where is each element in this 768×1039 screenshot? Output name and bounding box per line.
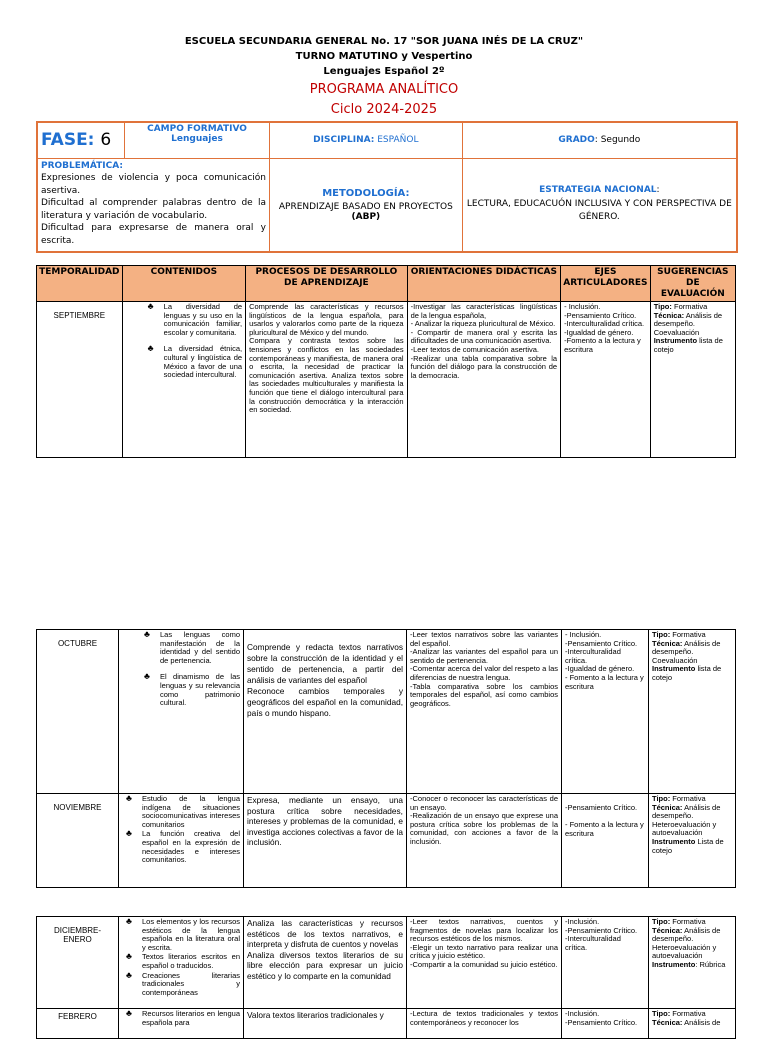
table-row [37, 630, 736, 794]
ejes-cell: -Inclusión. -Pensamiento Crítico. -Interculturalidad crítica. [562, 917, 649, 1009]
evaluacion-cell: Tipo: Formativa Técnica: Análisis de desempeño. Heteroevaluación y autoevaluación Instrumento: Rúbrica [649, 917, 736, 1009]
month-cell: SEPTIEMBRE [37, 302, 123, 458]
ejes-cell: -Inclusión. -Pensamiento Crítico. [562, 1009, 649, 1039]
program-table-1 [36, 265, 736, 458]
evaluacion-cell: Tipo: Formativa Técnica: Análisis de desempeño. Heteroevaluación y autoevaluación Instrumento Lista de cotejo [649, 794, 736, 888]
table-row [37, 917, 736, 1009]
month-cell: DICIEMBRE-ENERO [37, 917, 119, 1009]
evaluacion-cell: Tipo: Formativa Técnica: Análisis de desempeño. Coevaluación Instrumento lista de cotejo [649, 630, 736, 794]
ejes-cell: -Pensamiento Crítico. - Fomento a la lectura y escritura [562, 794, 649, 888]
orientaciones-cell: -Lectura de textos tradicionales y textos contemporáneos y reconocer los [407, 1009, 562, 1039]
contenidos-cell: ♣ Estudio de la lengua indígena de situaciones sociocomunicativas intereses comunitarios ♣ La función creativa del español en la expresión de necesidades e intereses comunitarios. [119, 794, 244, 888]
problematica-cell: PROBLEMÁTICA: Expresiones de violencia y poca comunicación asertiva. Dificultad al comprender palabras dentro de la literatura y variación de vocabulario. Dificultad para expresarse de manera oral y escrita. [37, 158, 270, 252]
col-contenidos: CONTENIDOS [122, 266, 245, 302]
procesos-cell: Comprende las características y recursos lingüísticos de la lengua española, para usarlos y valorarlos como parte de la riqueza pluricultural de México y del mundo. Compara y contrasta textos sobre las tensiones y conflictos en las sociedades contemporáneas y manifiesta, de manera oral o escrita, la necesidad de practicar la comunicación asertiva. Analiza textos sobre las sociedades multiculturales y manifiesta la función que tiene el diálogo intercultural para la construcción democrática y la interacción en sociedad. [246, 302, 408, 458]
info-table [36, 121, 738, 253]
grado-cell: GRADO: Segundo [462, 122, 737, 158]
table-row [37, 794, 736, 888]
col-sugerencias: SUGERENCIAS DE EVALUACIÓN [650, 266, 735, 302]
month-cell: FEBRERO [37, 1009, 119, 1039]
program-title: PROGRAMA ANALÍTICO [309, 82, 459, 97]
problematica-text: Expresiones de violencia y poca comunicación asertiva. Dificultad al comprender palabras dentro de la literatura y variación de vocabulario. Dificultad para expresarse de manera oral y escrita. [41, 173, 266, 246]
contenidos-cell: ♣ Los elementos y los recursos estéticos de la lengua española en la literatura oral y escrita. ♣ Textos literarios escritos en español o traducidos. ♣ Creaciones literarias tradicionales y contemporáneas [119, 917, 244, 1009]
evaluacion-cell: Tipo: Formativa Técnica: Análisis de desempeño. Coevaluación Instrumento lista de cotejo [650, 302, 735, 458]
procesos-cell: Comprende y redacta textos narrativos sobre la construcción de la identidad y el sentido de pertenencia, a partir del análisis de variantes del español Reconoce cambios temporales y geográficos del español en la comunidad, país o mundo hispano. [244, 630, 407, 794]
cycle: Ciclo 2024-2025 [330, 102, 438, 117]
col-procesos: PROCESOS DE DESARROLLO DE APRENDIZAJE [246, 266, 408, 302]
shift: TURNO MATUTINO y Vespertino [295, 51, 473, 62]
orientaciones-cell: -Leer textos narrativos, cuentos y fragmentos de novelas para localizar los recursos estéticos de los mismos. -Elegir un texto narrativo para realizar una crítica y juicio estético. -Compartir a la comunidad su juicio estético. [407, 917, 562, 1009]
program-table-2 [36, 629, 736, 888]
estrategia-cell: ESTRATEGIA NACIONAL: LECTURA, EDUCACUÓN INCLUSIVA Y CON PERSPECTIVA DE GÉNERO. [462, 158, 737, 252]
ejes-cell: - Inclusión. -Pensamiento Crítico. -Interculturalidad crítica. -Igualdad de género. -Fomento a la lectura y escritura [561, 302, 651, 458]
fase-value: 6 [100, 130, 112, 151]
month-cell: NOVIEMBRE [37, 794, 119, 888]
table-row [37, 302, 736, 458]
evaluacion-cell: Tipo: Formativa Técnica: Análisis de [649, 1009, 736, 1039]
col-orientaciones: ORIENTACIONES DIDÁCTICAS [407, 266, 561, 302]
subject: Lenguajes Español 2º [323, 66, 445, 77]
procesos-cell: Valora textos literarios tradicionales y [244, 1009, 407, 1039]
disciplina-cell: DISCIPLINA: ESPAÑOL [270, 122, 463, 158]
school-name: ESCUELA SECUNDARIA GENERAL No. 17 "SOR JUANA INÉS DE LA CRUZ" [184, 36, 584, 47]
contenidos-cell: ♣ La diversidad de lenguas y su uso en la comunicación familiar, escolar y comunitaria. ♣ La diversidad étnica, cultural y lingüística de México a favor de una sociedad intercultural. [122, 302, 245, 458]
col-temporalidad: TEMPORALIDAD [37, 266, 123, 302]
procesos-cell: Expresa, mediante un ensayo, una postura crítica sobre necesidades, intereses y problemas de la comunidad, e investiga acciones colectivas a favor de la inclusión. [244, 794, 407, 888]
orientaciones-cell: -Leer textos narrativos sobre las variantes del español. -Analizar las variantes del español para un sentido de pertenencia. -Comentar acerca del valor del respeto a las diferencias de nuestra lengua. -Tabla comparativa sobre los cambios temporales del español, así como cambios geográficos. [407, 630, 562, 794]
contenidos-cell: ♣ Recursos literarios en lengua española para [119, 1009, 244, 1039]
procesos-cell: Analiza las características y recursos estéticos de los textos narrativos, e interpreta y disfruta de cuentos y novelas Analiza diversos textos literarios de su libre elección para expresar un juicio estético y lo comparte en la comunidad [244, 917, 407, 1009]
program-table-3 [36, 916, 736, 1039]
fase-cell: FASE: 6 [37, 122, 125, 158]
col-ejes: EJES ARTICULADORES [561, 266, 651, 302]
orientaciones-cell: -Investigar las características lingüísticas de la lengua española, - Analizar la riqueza pluricultural de México. - Compartir de manera oral y escrita las dificultades de una comunicación asertiva. -Leer textos de comunicación asertiva. -Realizar una tabla comparativa sobre la función del diálogo para la construcción de la democracia. [407, 302, 561, 458]
metodologia-cell: METODOLOGÍA: APRENDIZAJE BASADO EN PROYECTOS (ABP) [270, 158, 463, 252]
ejes-cell: - Inclusión. -Pensamiento Crítico. -Interculturalidad crítica. -Igualdad de género. - Fomento a la lectura y escritura [562, 630, 649, 794]
campo-cell: CAMPO FORMATIVO Lenguajes [125, 122, 270, 158]
month-cell: OCTUBRE [37, 630, 119, 794]
orientaciones-cell: -Conocer o reconocer las características de un ensayo. -Realización de un ensayo que exprese una postura crítica sobre los problemas de la comunidad, con acciones a favor de la inclusión. [407, 794, 562, 888]
contenidos-cell: ♣ Las lenguas como manifestación de la identidad y del sentido de pertenencia. ♣ El dinamismo de las lenguas y su relevancia como patrimonio cultural. [119, 630, 244, 794]
